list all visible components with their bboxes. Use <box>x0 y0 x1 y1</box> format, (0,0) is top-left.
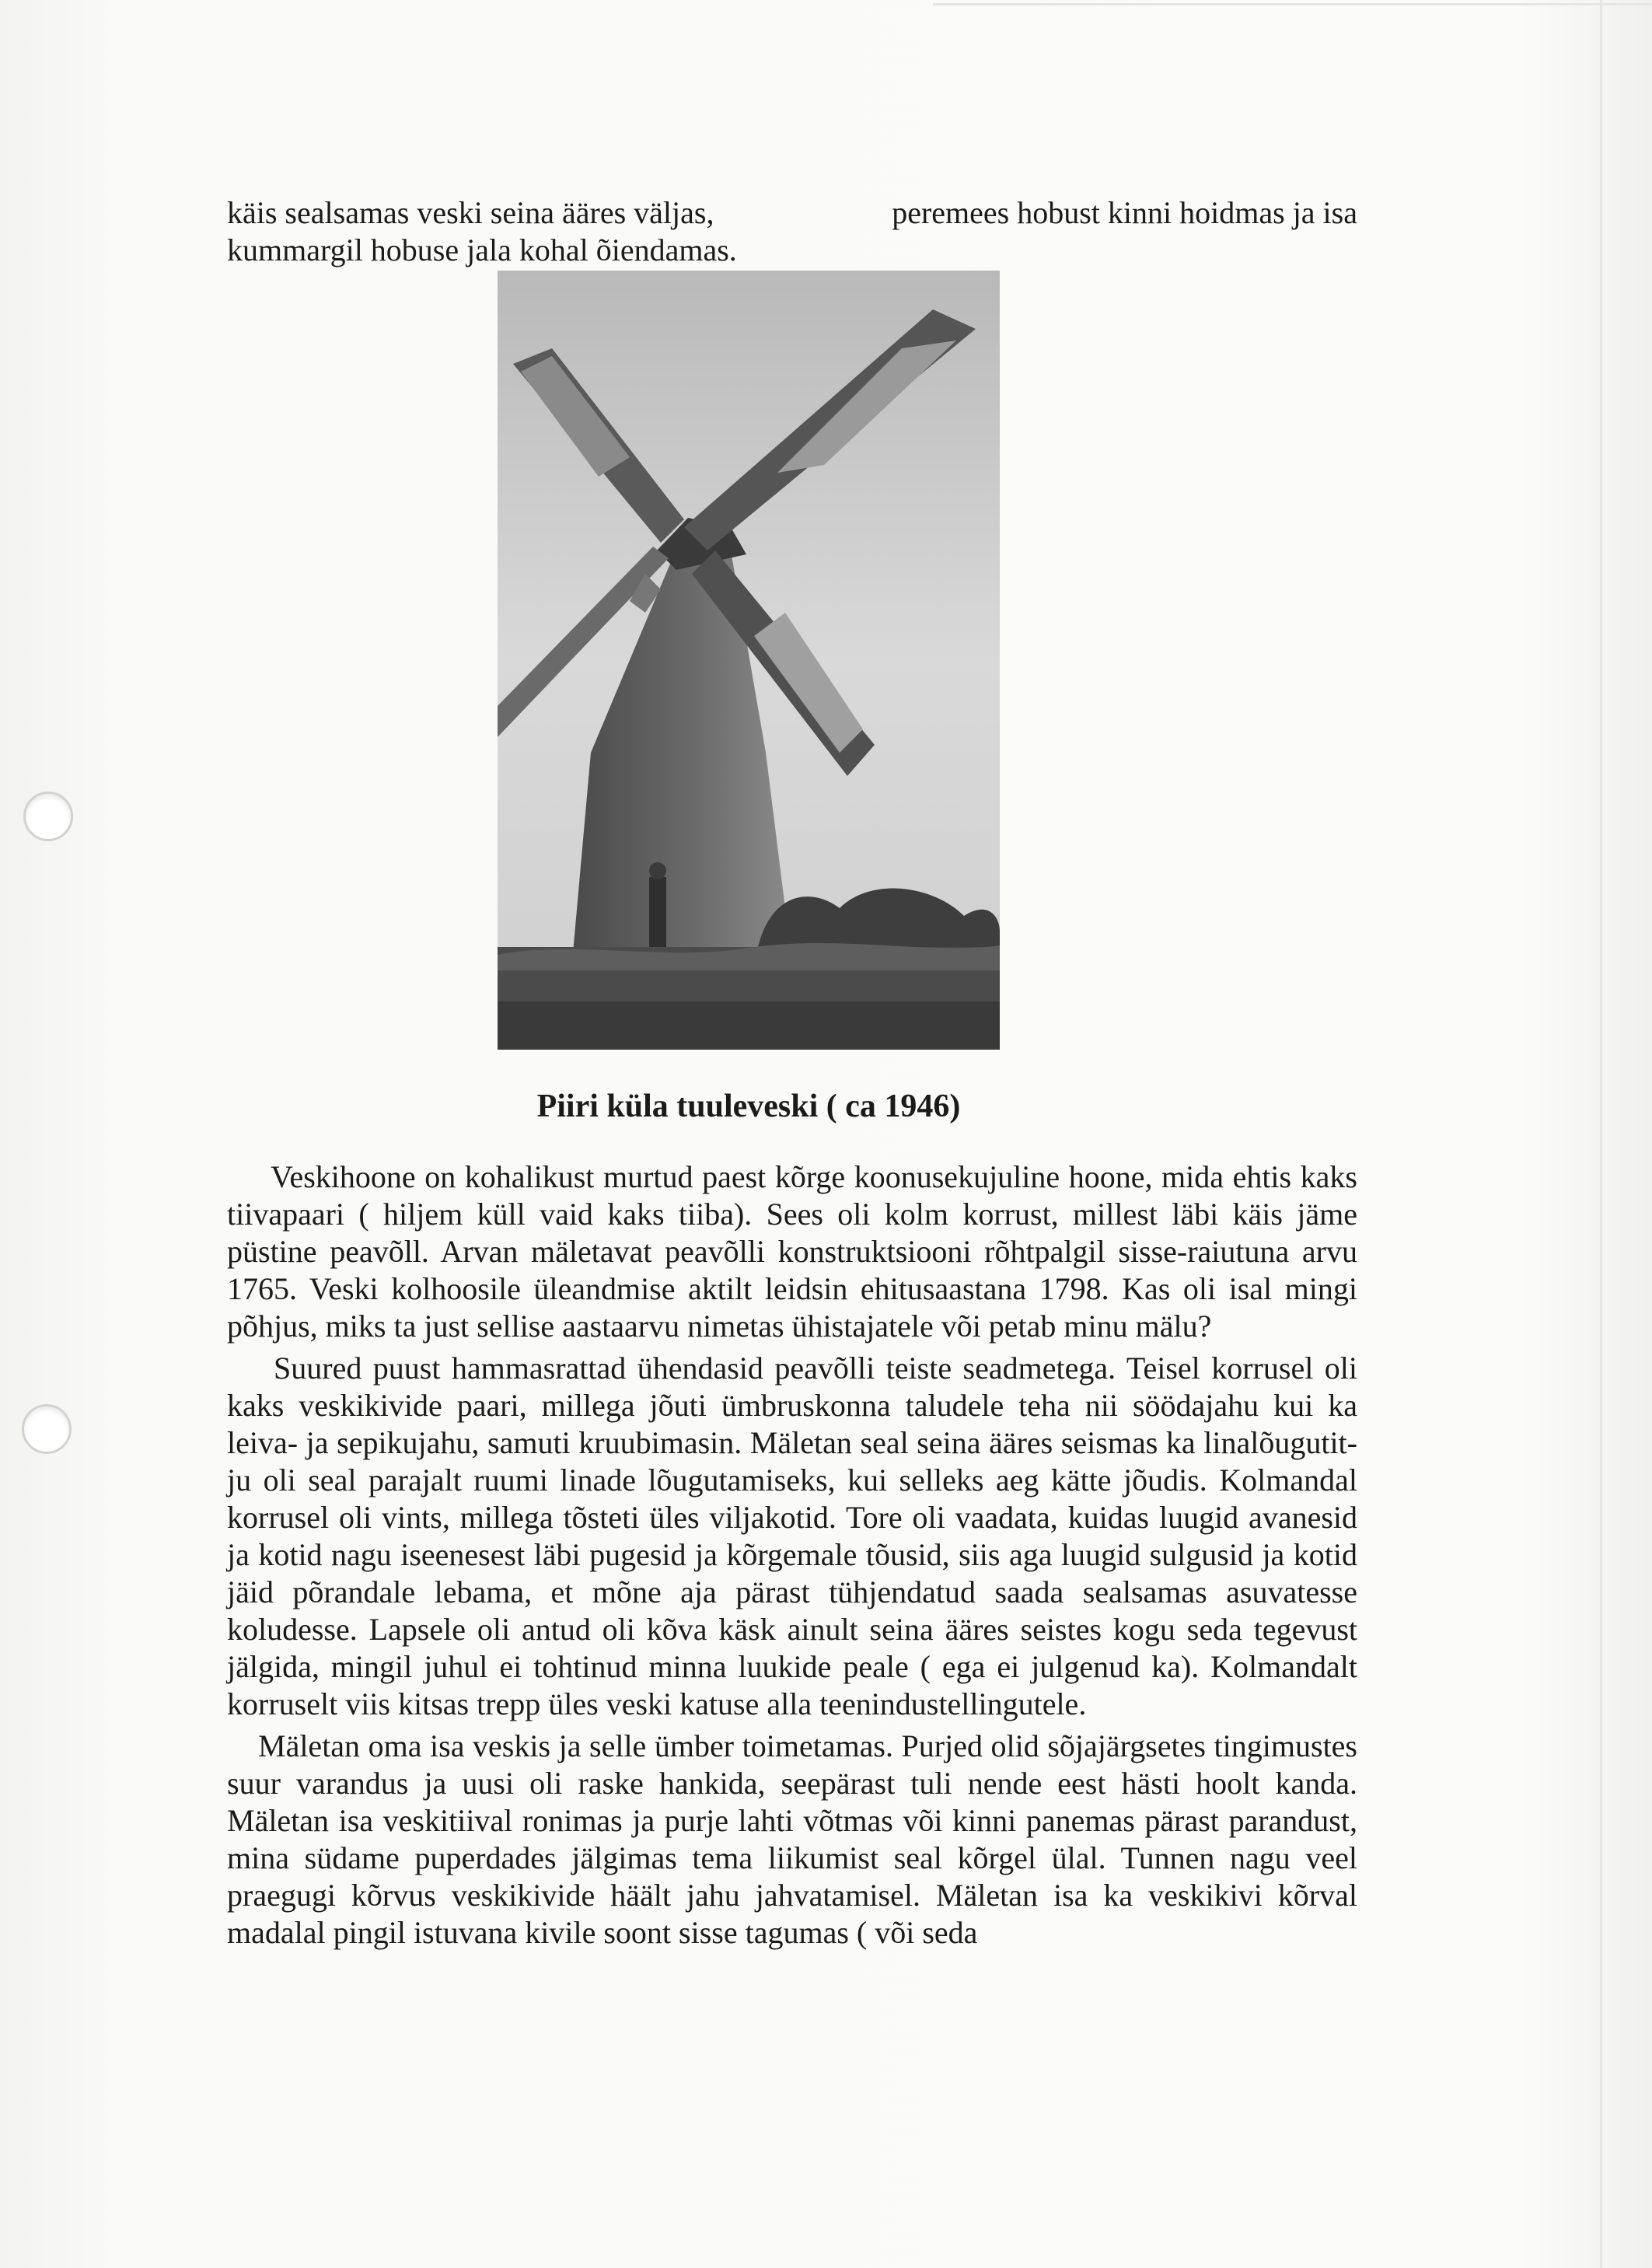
photo-caption: Piiri küla tuuleveski ( ca 1946) <box>536 1089 961 1124</box>
page-edge-top <box>933 3 1652 5</box>
windmill-photo <box>498 271 1000 1050</box>
paragraph-3: Mäletan oma isa veskis ja selle ümber toimetamas. Purjed olid sõjajärgsetes tingimustes suur varandus ja uusi oli raske hankida, seepärast tuli nende eest hästi hoolt kanda. Mäletan isa veskitiival ronimas ja purje lahti võtmas või kinni panemas pärast parandust, mina südame puperdades jälgimas tema liikumist seal kõrgel ülal. Tunnen nagu veel praegugi kõrvus veskikivide häält jahu jahvatamisel. Mäletan isa ka veskikivi kõrval madalal pingil istuvana kivile soont sisse tagumas ( või seda <box>227 1728 1357 1950</box>
page-edge-right <box>1600 0 1602 2268</box>
punch-hole <box>22 1404 72 1454</box>
paragraph-1: Veskihoone on kohalikust murtud paest kõrge koonusekujuline hoone, mida ehtis kaks tiivapaari ( hiljem küll vaid kaks tiiba). Sees oli kolm korrust, millest läbi käis jäme püstine peavõll. Arvan mäletavat peavõlli konstruktsiooni rõhtpalgil sisse-raiutuna arvu 1765. Veski kolhoosile üleandmise aktilt leidsin ehitusaastana 1798. Kas oli isal mingi põhjus, miks ta just sellise aastaarvu nimetas ühistajatele või petab minu mälu? <box>227 1159 1357 1344</box>
top-text-line-1 <box>227 194 1357 232</box>
paragraph-2: Suured puust hammasrattad ühendasid peavõlli teiste seadmetega. Teisel korrusel oli kaks veskikivide paari, millega jõuti ümbruskonna taludele teha nii söödajahu kui ka leiva- ja sepikujahu, samuti kruubimasin. Mäletan seal seina ääres seismas ka linalõugutit- ju oli seal parajalt ruumi linade lõugutamiseks, kui selleks aeg kätte jõudis. Kolmandal korrusel oli vints, millega tõsteti üles viljakotid. Tore oli vaadata, kuidas luugid avanesid ja kotid nagu iseenesest läbi pugesid ja kõrgemale tõusid, siis aga luugid sulgusid ja kotid jäid põrandale lebama, et mõne aja pärast tühjendatud saada sealsamas asuvatesse koludesse. Lapsele oli antud oli kõva käsk ainult seina ääres seistes kogu seda tegevust jälgida, mingil juhul ei tohtinud minna luukide peale ( ega ei julgenud ka). Kolmandalt korruselt viis kitsas trepp üles veski katuse alla teenindustellingutele. <box>227 1351 1357 1721</box>
top-text <box>227 194 1357 269</box>
person-figure <box>649 877 666 951</box>
top-text-line-1-right: peremees hobust kinni hoidmas ja isa <box>892 195 1357 230</box>
top-text-line-2: kummargil hobuse jala kohal õiendamas. <box>227 232 737 267</box>
top-text-line-1-left: käis sealsamas veski seina ääres väljas, <box>227 195 714 230</box>
body-text <box>227 1158 1357 1952</box>
punch-hole <box>23 792 73 841</box>
